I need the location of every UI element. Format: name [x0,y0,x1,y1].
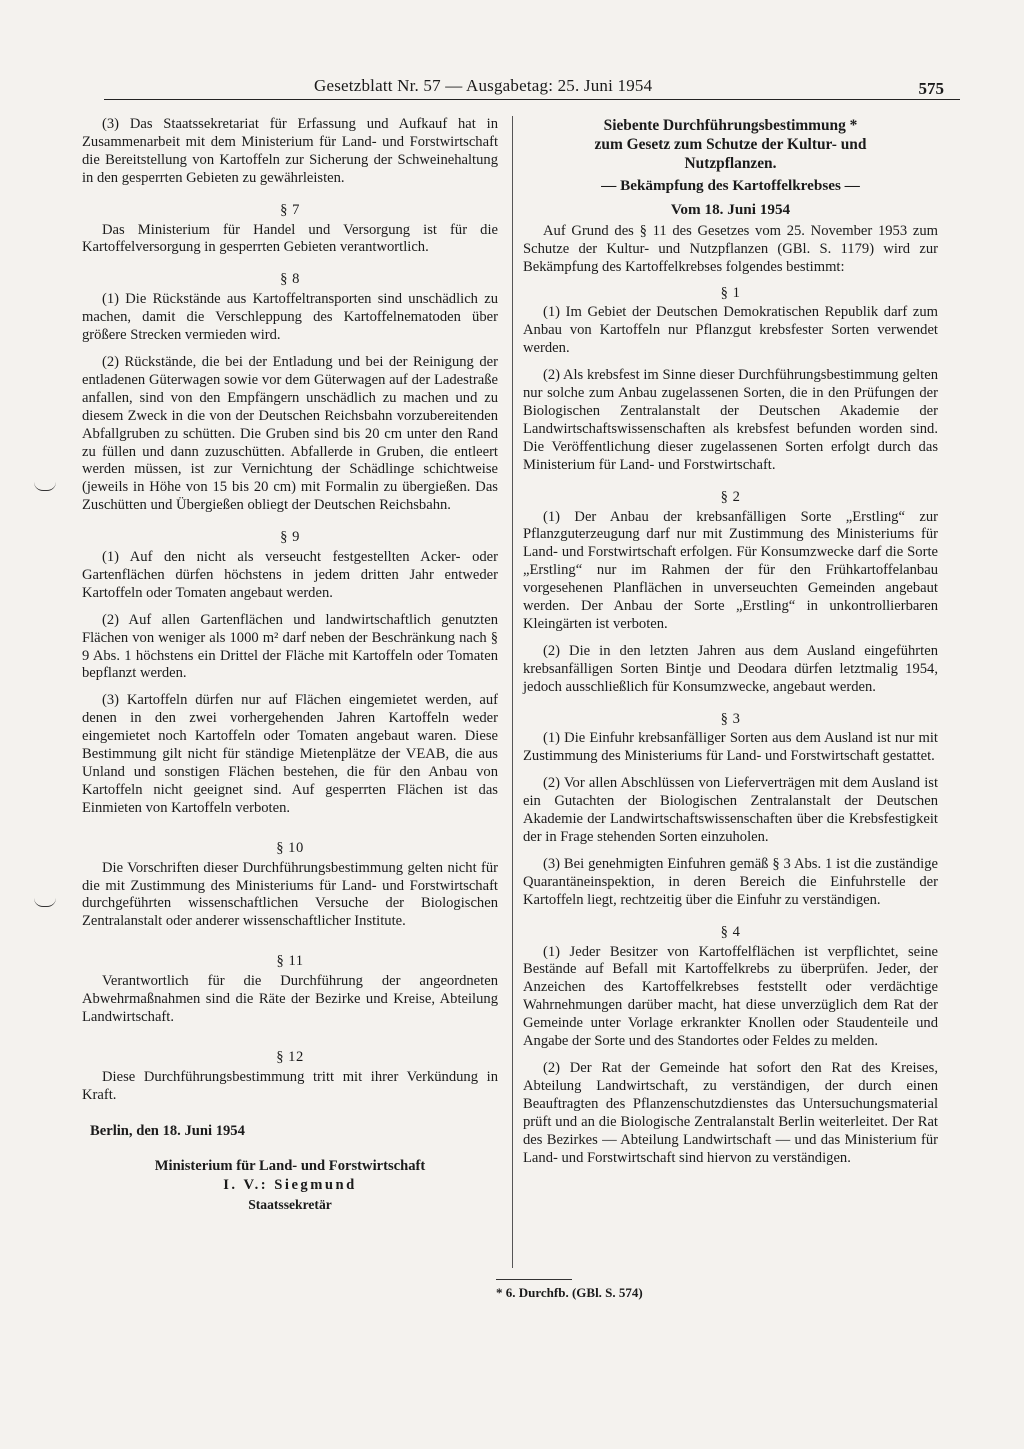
paragraph-s1-1: (1) Im Gebiet der Deutschen Demokratischen Republik darf zum Anbau von Kartoffeln nur Pflanzgut krebsfester Sorten verwendet werden. [523,304,938,357]
regulation-title [523,116,938,173]
paragraph-s8-1: (1) Die Rückstände aus Kartoffeltransporten sind unschädlich zu machen, damit die Verschleppung des Kartoffelnematoden über größere Strecken vermieden wird. [82,291,498,344]
paragraph-s9-1: (1) Auf den nicht als verseucht festgestellten Acker- oder Gartenflächen dürfen höchstens in jedem dritten Jahr entweder Kartoffeln oder Tomaten angebaut werden. [82,549,498,601]
paragraph-s4-1: (1) Jeder Besitzer von Kartoffelflächen ist verpflichtet, seine Bestände auf Befall mit Kartoffelkrebs zu überprüfen. Jeder, der Anzeichen des Kartoffelkrebses feststellt oder verdächtige Wahrnehmungen darüber macht, hat diese unverzüglich dem Rat der Gemeinde unter Vorlage erkrankter Knollen oder Staudenteile und Angabe der Sorte und des Standortes oder Feldes zu melden. [523,943,938,1050]
margin-mark [34,898,56,907]
paragraph-s11: Verantwortlich für die Durchführung der angeordneten Abwehrmaßnahmen sind die Räte der Bezirke und Kreise, Abteilung Landwirtschaft. [82,973,498,1025]
section-heading-11: § 11 [276,953,304,970]
signatory-title: Staatssekretär [248,1196,332,1212]
paragraph-s2-2: (2) Die in den letzten Jahren aus dem Ausland eingeführten krebsanfälligen Sorten Bintje und Deodara dürfen letztmalig 1954, jedoch ausschließlich für Konsumzwecke, angebaut werden. [523,642,938,695]
regulation-title-line1: Siebente Durchführungsbestimmung * [603,117,858,134]
place-date-line: Berlin, den 18. Juni 1954 [90,1122,245,1139]
paragraph-s10: Die Vorschriften dieser Durchführungsbestimmung gelten nicht für die mit Zustimmung des Ministeriums für Land- und Forstwirtschaft durchgeführten wissenschaftlichen Versuche der Biologischen Zentralanstalt oder anderer wissenschaftlicher Institute. [82,859,498,930]
paragraph-s8-2: (2) Rückstände, die bei der Entladung und bei der Reinigung der entladenen Güterwagen sowie vor dem Güterwagen auf der Ladestraße anfallen, sind von den Empfängern unschädlich zu machen und zu diesem Zweck in die von der Deutschen Reichsbahn vorzubereitenden Abfallgruben zu schütten. Die Gruben sind bis 20 cm unter den Rand zu füllen und dann zuzuschütten. Abfallerde in Gruben, die entleert werden müssen, ist zur Vernichtung der Schädlinge schichtweise (jeweils in Höhe von 15 bis 20 cm) mit Formalin zu übergießen. Das Zuschütten und Übergießen obliegt der Deutschen Reichsbahn. [82,353,498,514]
section-heading-10: § 10 [276,839,304,856]
paragraph-s12: Diese Durchführungsbestimmung tritt mit ihrer Verkündung in Kraft. [82,1068,498,1103]
regulation-date: Vom 18. Juni 1954 [670,200,791,218]
section-heading-9: § 9 [280,529,300,546]
gazette-header-title: Gesetzblatt Nr. 57 — Ausgabetag: 25. Juni 1954 [314,76,653,95]
paragraph-s6-3: (3) Das Staatssekretariat für Erfassung und Aufkauf hat in Zusammenarbeit mit dem Ministerium für Land- und Forstwirtschaft die Bereitstellung von Kartoffeln zur Sicherung der Schweinehaltung in den gesperrten Gebieten zu gewährleisten. [82,116,498,186]
section-heading-3: § 3 [720,710,741,727]
margin-mark [34,482,56,491]
footnote-rule [496,1279,572,1280]
paragraph-s4-2: (2) Der Rat der Gemeinde hat sofort den Rat des Kreises, Abteilung Landwirtschaft, zu verständigen, der durch einen Beauftragten des Pflanzenschutzdienstes das Untersuchungsmaterial prüft und an die Biologische Zentralanstalt Berlin weiterleitet. Der Rat des Bezirkes — Abteilung Landwirtschaft — und das Ministerium für Land- und Forstwirtschaft sind hiervon zu verständigen. [523,1059,938,1166]
paragraph-s7: Das Ministerium für Handel und Versorgung ist für die Kartoffelversorgung in gesperrten Gebieten verantwortlich. [82,221,498,256]
right-column [523,116,938,1167]
signature-block [82,1157,498,1214]
paragraph-s9-2: (2) Auf allen Gartenflächen und landwirtschaftlich genutzten Flächen von weniger als 1000 m² darf neben der Beschränkung nach § 9 Abs. 1 höchstens ein Drittel der Fläche mit Kartoffeln oder Tomaten bepflanzt werden. [82,611,498,682]
section-heading-8: § 8 [280,271,300,288]
page-number: 575 [918,79,944,98]
paragraph-s3-2: (2) Vor allen Abschlüssen von Lieferverträgen mit dem Ausland ist ein Gutachten der Biologischen Zentralanstalt der Deutschen Akademie der Landwirtschaftswissenschaften über die Krebsfestigkeit der in Frage stehenden Sorten einzuholen. [523,775,938,845]
header-rule [104,99,960,100]
section-heading-7: § 7 [280,201,300,218]
paragraph-s3-3: (3) Bei genehmigten Einfuhren gemäß § 3 Abs. 1 ist die zuständige Quarantäneinspektion, in deren Bereich die Einfuhrstelle der Kartoffeln liegt, rechtzeitig über die Einfuhr zu verständigen. [523,855,938,908]
page-header [104,76,960,100]
section-heading-2: § 2 [720,488,741,505]
section-heading-12: § 12 [276,1048,304,1065]
paragraph-s9-3: (3) Kartoffeln dürfen nur auf Flächen eingemietet werden, auf denen in den zwei vorhergehenden Jahren Kartoffeln weder eingemietet noch Kartoffeln oder Tomaten angebaut waren. Diese Bestimmung gilt nicht für ständige Mietenplätze der VEAB, die aus Unland und sonstigen Flächen bestehen, die für den Anbau von Kartoffeln nicht geeignet sind. Auf gesperrten Flächen ist das Einmieten von Kartoffeln verboten. [82,692,498,816]
paragraph-s2-1: (1) Der Anbau der krebsanfälligen Sorte „Erstling“ zur Pflanzguterzeugung darf nur mit Zustimmung des Ministeriums für Land- und Forstwirtschaft erfolgen. Für Konsumzwecke darf die Sorte „Erstling“ nur im Rahmen der für den Frühkartoffelanbau vorgesehenen Planflächen in unverseuchten Gemeinden angebaut werden. Der Anbau der Sorte „Erstling“ in unkontrollierbaren Kleingärten ist verboten. [523,508,938,632]
regulation-title-line2: zum Gesetz zum Schutze der Kultur- und Nutzpflanzen. [594,136,867,172]
section-heading-4: § 4 [720,923,741,940]
paragraph-s1-2: (2) Als krebsfest im Sinne dieser Durchführungsbestimmung gelten nur solche zum Anbau zugelassenen Sorten, die in den Prüfungen der Biologischen Zentralanstalt der Deutschen Akademie der Landwirtschaftswissenschaften als krebsfest befunden worden sind. Die Veröffentlichung dieser zugelassenen Sorten erfolgt durch das Ministerium für Land- und Forstwirtschaft. [523,367,938,473]
regulation-subtitle: — Bekämpfung des Kartoffelkrebses — [601,177,860,194]
section-heading-1: § 1 [720,284,741,301]
paragraph-s3-1: (1) Die Einfuhr krebsanfälliger Sorten aus dem Ausland ist nur mit Zustimmung des Ministeriums für Land- und Forstwirtschaft gestattet. [523,730,938,765]
ministry-name: Ministerium für Land- und Forstwirtschaft [154,1157,426,1174]
left-column [82,116,498,1214]
signatory-name: I. V.: Siegmund [223,1176,357,1193]
paragraph-intro: Auf Grund des § 11 des Gesetzes vom 25. November 1953 zum Schutze der Kultur- und Nutzpflanzen (GBl. S. 1179) wird zur Bekämpfung des Kartoffelkrebses folgendes bestimmt: [523,222,938,275]
column-divider [512,116,513,1268]
footnote: * 6. Durchfb. (GBl. S. 574) [496,1285,643,1300]
